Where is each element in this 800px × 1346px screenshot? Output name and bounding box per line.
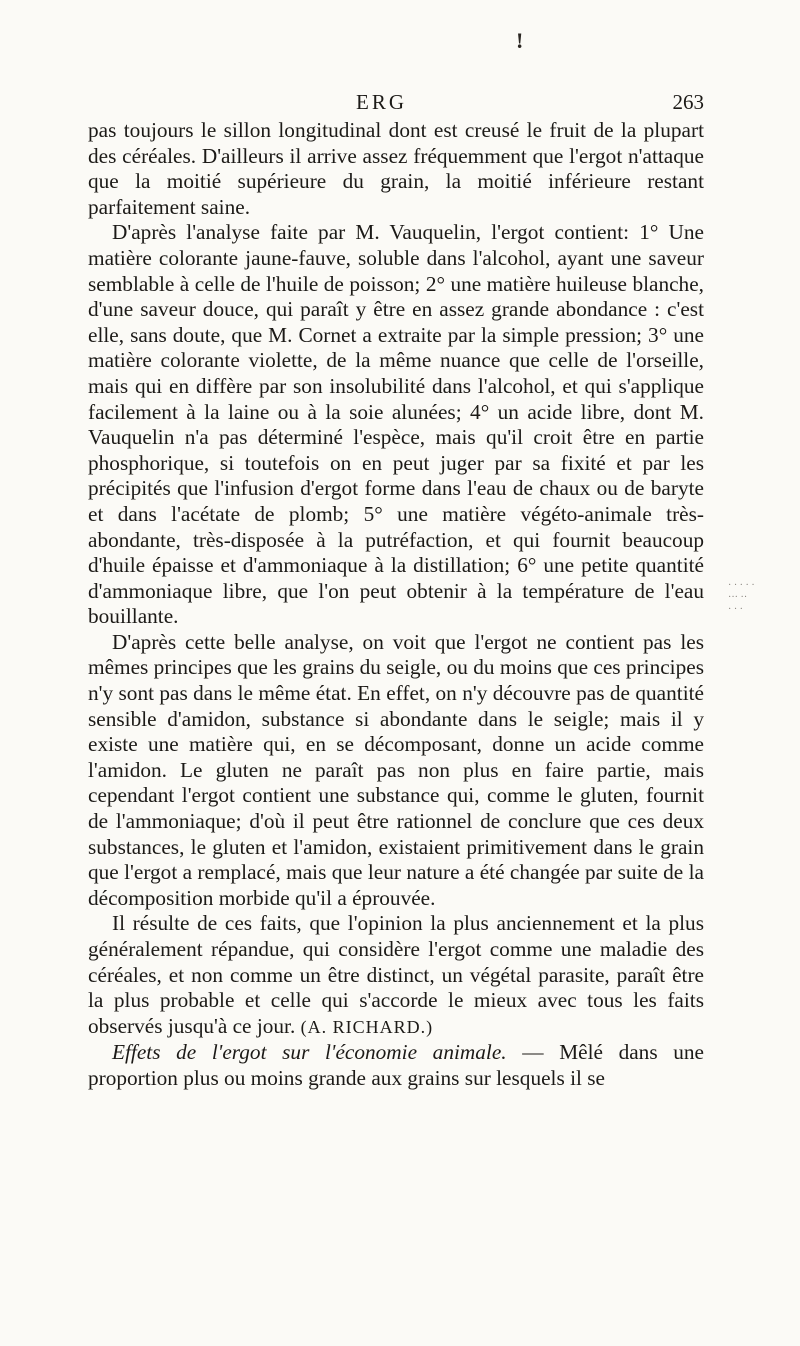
book-page bbox=[88, 0, 704, 1346]
em-dash: — bbox=[506, 1040, 560, 1065]
section-heading: Effets de l'ergot sur l'économie animale. bbox=[112, 1040, 507, 1065]
body-text bbox=[88, 118, 704, 1092]
author-signature: (A. RICHARD.) bbox=[300, 1016, 434, 1037]
paragraph-text: Il résulte de ces faits, que l'opinion la plus anciennement et la plus généralement répandue, qui considère l'ergot comme une maladie des céréales, et non comme un être distinct, un végétal parasite, paraît être la plus probable et celle qui s'accorde le mieux avec tous les faits observés jusqu'à ce jour. bbox=[88, 911, 704, 1038]
section-paragraph bbox=[88, 1040, 704, 1091]
page-number: 263 bbox=[672, 90, 704, 114]
running-head bbox=[88, 90, 704, 120]
paragraph: pas toujours le sillon longitudinal dont est creusé le fruit de la plupart des céréales. D'ailleurs il arrive assez fréquemment que l'ergot n'attaque que la moitié supérieure du grain, la moitié inférieure restant parfaitement saine. bbox=[88, 118, 704, 219]
paragraph: D'après l'analyse faite par M. Vauquelin, l'ergot contient: 1° Une matière colorante jaune-fauve, soluble dans l'alcohol, ayant une saveur semblable à celle de l'huile de poisson; 2° une matière huileuse blanche, d'une saveur douce, qui paraît y être en assez grande abondance : c'est elle, sans doute, que M. Cornet a extraite par la simple pression; 3° une matière colorante violette, de la même nuance que celle de l'orseille, mais qui en diffère par son insolubilité dans l'alcohol, et qui s'applique facilement à la laine ou à la soie alunées; 4° un acide libre, dont M. Vauquelin n'a pas déterminé l'espèce, mais qu'il croit être en partie phosphorique, si toutefois on en peut juger par sa fixité et par les précipités que l'infusion d'ergot forme dans l'eau de chaux ou de baryte et dans l'acétate de plomb; 5° une matière végéto-animale très-abondante, très-disposée à la putréfaction, et qui fournit beaucoup d'huile épaisse et d'ammoniaque à la distillation; 6° une petite quantité d'ammoniaque libre, que l'on peut obtenir à la température de l'eau bouillante. bbox=[88, 220, 704, 629]
section-text: Mêlé dans une proportion plus ou moins grande aux grains sur lesquels il se bbox=[88, 1040, 704, 1090]
running-title: ERG bbox=[356, 90, 407, 114]
top-ornament: ! bbox=[516, 28, 524, 53]
paragraph: D'après cette belle analyse, on voit que l'ergot ne contient pas les mêmes principes que les grains du seigle, ou du moins que ces principes n'y sont pas dans le même état. En effet, on n'y découvre pas de quantité sensible d'amidon, substance si abondante dans le seigle; mais il y existe une matière qui, en se décomposant, donne un acide comme l'amidon. Le gluten ne paraît pas non plus en faire partie, mais cependant l'ergot contient une substance qui, comme le gluten, fournit de l'ammoniaque; d'où il peut être rationnel de conclure que ces deux substances, le gluten et l'amidon, existaient primitivement dans le grain que l'ergot a remplacé, mais que leur nature a été changée par suite de la décomposition morbide qu'il a éprouvée. bbox=[88, 629, 704, 910]
margin-specks: · · · · · ··· ·· · · · bbox=[728, 580, 755, 615]
paragraph bbox=[88, 911, 704, 1040]
